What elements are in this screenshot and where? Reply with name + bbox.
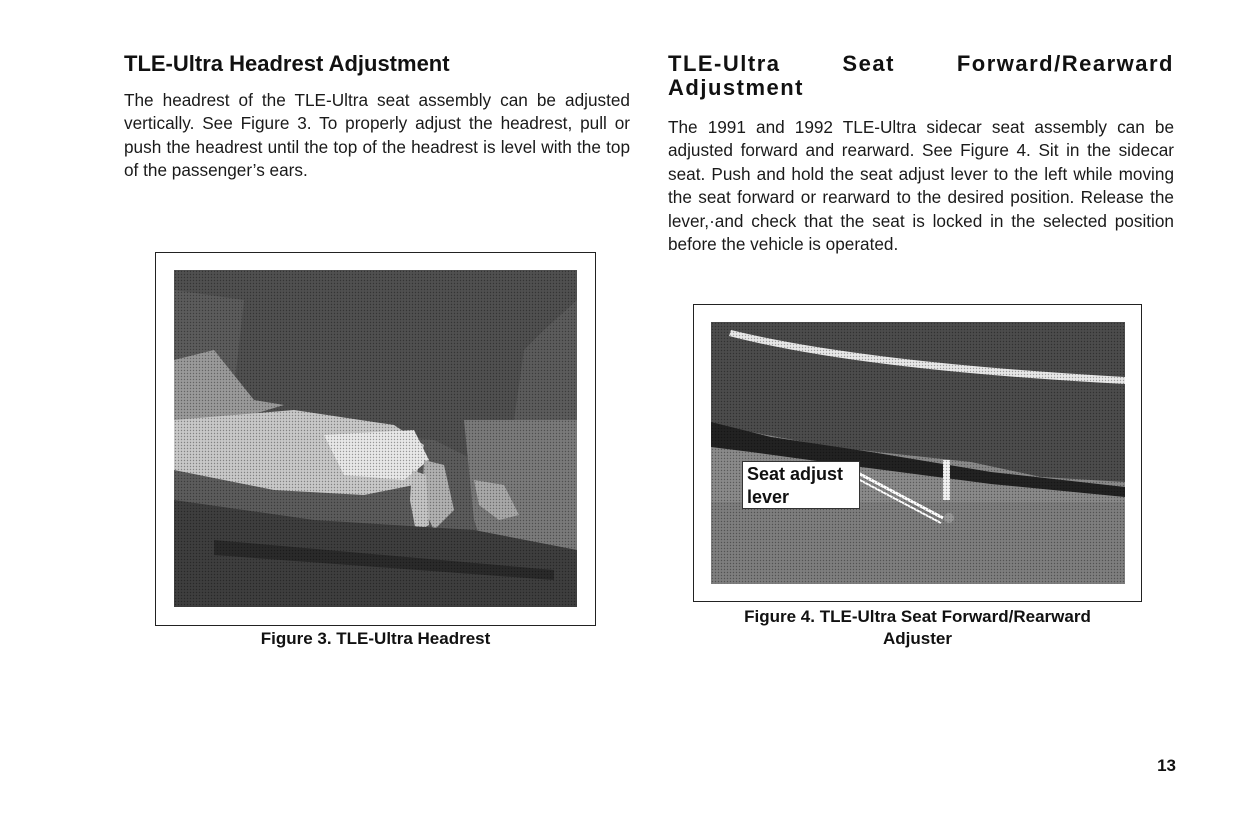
right-column [668,52,1174,256]
seat-adjustment-text: The 1991 and 1992 TLE-Ultra sidecar seat assembly can be adjusted forward and rearward. See Figure 4. Sit in the sidecar seat. Push and hold the seat adjust lever to the left while moving the seat forward or rearward to the desired position. Release the lever,·and check that the seat is locked in the selected position before the vehicle is operated. [668,117,1174,255]
headrest-photo-illustration [174,270,577,607]
figure-4-caption-line-2: Adjuster [883,629,952,648]
figure-3-caption: Figure 3. TLE-Ultra Headrest [260,629,491,648]
callout-line-1: Seat adjust [747,464,844,484]
figure-4-frame [693,304,1142,602]
figure-3-headrest-photo [174,270,577,607]
figure-4-caption-line-1: Figure 4. TLE-Ultra Seat Forward/Rearward [744,607,1091,626]
seat-photo-illustration [711,322,1125,584]
headrest-adjustment-heading: TLE-Ultra Headrest Adjustment [124,51,450,76]
left-column [124,52,630,183]
figure-3-frame [155,252,596,626]
headrest-adjustment-text: The headrest of the TLE-Ultra seat assembly can be adjusted vertically. See Figure 3. To properly adjust the headrest, pull or push the headrest until the top of the headrest is level with the top of the passenger’s ears. [124,90,630,181]
seat-adjust-lever-callout [742,461,860,509]
page-number: 13 [1157,756,1176,775]
callout-line-2: lever [747,487,790,507]
figure-4-seat-photo [711,322,1125,584]
seat-adjustment-heading: TLE-Ultra Seat Forward/Rearward Adjustment [668,51,1174,100]
figure-4-caption [693,606,1142,650]
